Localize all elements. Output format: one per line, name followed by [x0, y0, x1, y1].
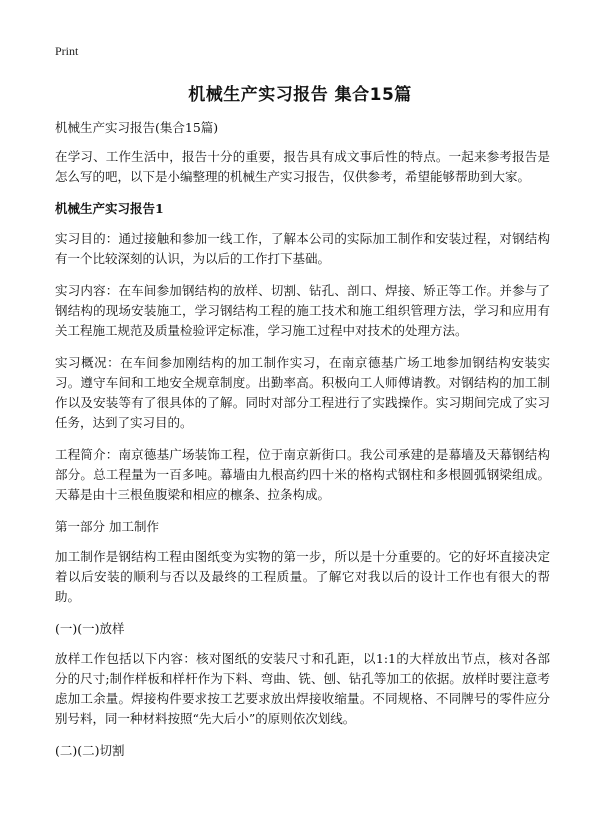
part-heading: 第一部分 加工制作	[55, 519, 159, 534]
project-paragraph: 工程简介：南京德基广场装饰工程，位于南京新街口。我公司承建的是幕墙及天幕钢结构部分。总工程量为一百多吨。幕墙由九根高约四十米的格构式钢柱和多根圆弧钢梁组成。天幕是由十三根鱼腹梁和相应的檩条、拉条构成。	[55, 447, 550, 502]
document-title: 机械生产实习报告 集合15篇	[188, 85, 412, 105]
overview-paragraph: 实习概况：在车间参加刚结构的加工制作实习，在南京德基广场工地参加钢结构安装实习。遵守车间和工地安全规章制度。出勤率高。积极向工人师傅请教。对钢结构的加工制作以及安装等有了很具体的了解。同时对部分工程进行了实践操作。实习期间完成了实习任务，达到了实习目的。	[55, 355, 550, 430]
section-heading: 机械生产实习报告1	[55, 201, 164, 216]
document-subtitle: 机械生产实习报告(集合15篇)	[55, 120, 219, 135]
subsection-heading-layout: (一)(一)放样	[55, 621, 125, 636]
document-body	[55, 118, 550, 771]
purpose-paragraph: 实习目的：通过接触和参加一线工作，了解本公司的实际加工制作和安装过程，对钢结构有一个比较深刻的认识，为以后的工作打下基础。	[55, 231, 550, 266]
layout-paragraph: 放样工作包括以下内容：核对图纸的安装尺寸和孔距，以1:1的大样放出节点，核对各部分的尺寸;制作样板和样杆作为下料、弯曲、铣、刨、钻孔等加工的依据。放样时要注意考虑加工余量。焊接构件要求按工艺要求放出焊接收缩量。不同规格、不同牌号的零件应分别号料，同一种材料按照“先大后小”的原则依次划线。	[55, 651, 550, 726]
print-label[interactable]: Print	[55, 44, 79, 58]
part-paragraph: 加工制作是钢结构工程由图纸变为实物的第一步，所以是十分重要的。它的好坏直接决定着以后安装的顺利与否以及最终的工程质量。了解它对我以后的设计工作也有很大的帮助。	[55, 549, 550, 604]
content-paragraph: 实习内容：在车间参加钢结构的放样、切割、钻孔、剖口、焊接、矫正等工作。并参与了钢结构的现场安装施工，学习钢结构工程的施工技术和施工组织管理方法，学习和应用有关工程施工规范及质量检验评定标准，学习施工过程中对技术的处理方法。	[55, 283, 550, 338]
intro-paragraph: 在学习、工作生活中，报告十分的重要，报告具有成文事后性的特点。一起来参考报告是怎么写的吧，以下是小编整理的机械生产实习报告，仅供参考，希望能够帮助到大家。	[55, 149, 550, 184]
subsection-heading-cutting: (二)(二)切割	[55, 743, 125, 758]
